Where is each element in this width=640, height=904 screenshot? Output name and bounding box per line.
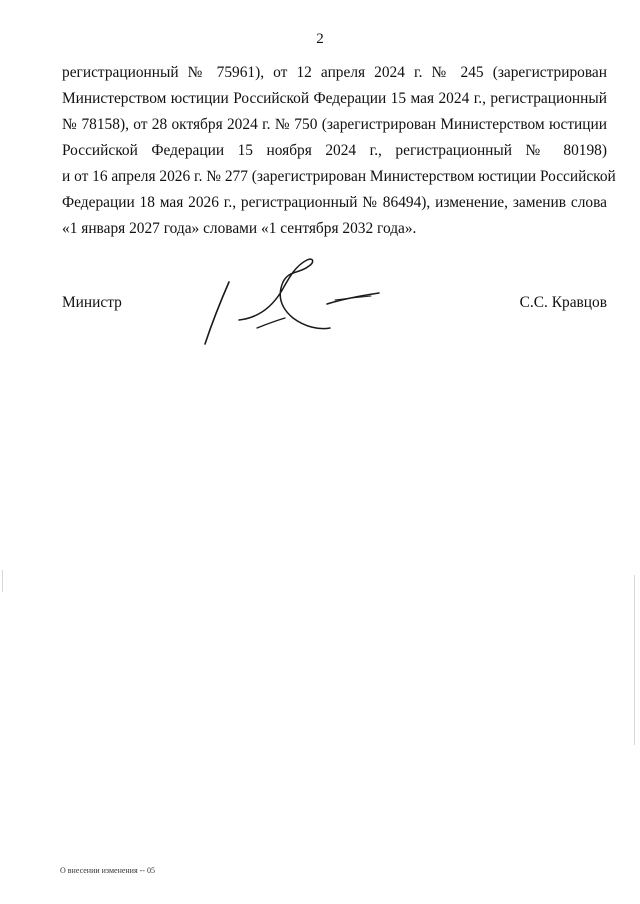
footer-note: О внесении изменения -- 05: [60, 866, 155, 875]
scan-artifact-right: [634, 575, 635, 745]
body-line-4: Российской Федерации 15 ноября 2024 г., регистрационный № 80198): [62, 142, 607, 159]
body-line-1: регистрационный № 75961), от 12 апреля 2024 г. № 245 (зарегистрирован: [62, 64, 607, 81]
signatory-name: С.С. Кравцов: [519, 294, 607, 311]
body-line-3: № 78158), от 28 октября 2024 г. № 750 (зарегистрирован Министерством юстиции: [62, 116, 607, 133]
signatory-position: Министр: [62, 294, 122, 311]
document-body: [62, 60, 616, 242]
body-line-7: «1 января 2027 года» словами «1 сентября 2032 года».: [62, 220, 417, 237]
body-line-6: Федерации 18 мая 2026 г., регистрационный № 86494), изменение, заменив слова: [62, 194, 607, 211]
scan-artifact-left: [2, 570, 3, 592]
body-line-5: и от 16 апреля 2026 г. № 277 (зарегистрирован Министерством юстиции Российской: [62, 168, 616, 185]
page-number: 2: [316, 31, 324, 47]
body-line-2: Министерством юстиции Российской Федерации 15 мая 2024 г., регистрационный: [62, 90, 607, 107]
handwritten-signature: [195, 248, 395, 353]
